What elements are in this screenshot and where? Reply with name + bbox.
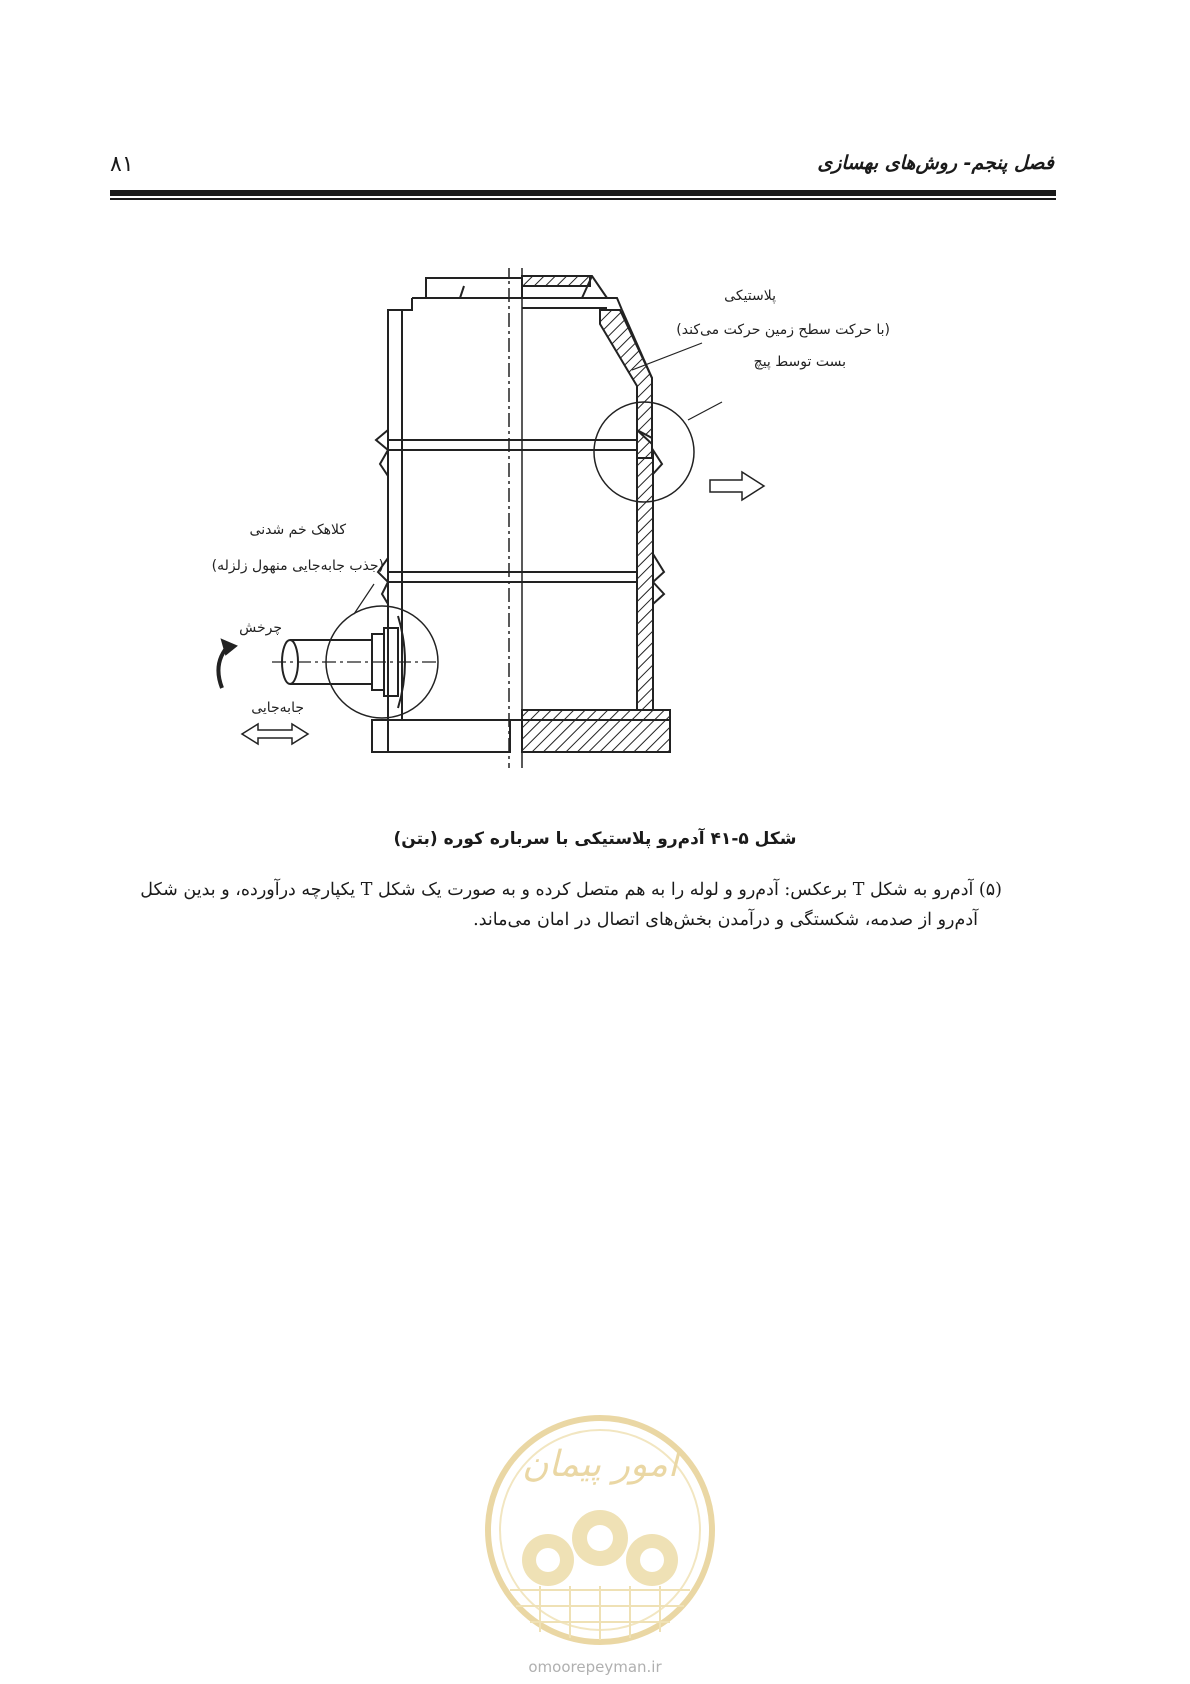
watermark-site: omoorepeyman.ir <box>528 1658 662 1676</box>
manhole-diagram <box>212 268 972 828</box>
header-rule-thick <box>110 190 1056 196</box>
page-number: ۸۱ <box>110 152 134 177</box>
label-absorb-displacement: (جذب جابه‌جایی منهول زلزله) <box>211 558 384 574</box>
watermark-logo <box>480 1410 720 1650</box>
chapter-title: فصل پنجم- روش‌های بهسازی <box>817 152 1054 174</box>
manhole-figure <box>212 268 972 828</box>
watermark-logo-text: امور پیمان <box>522 1444 678 1485</box>
header-rule-thin <box>110 198 1056 200</box>
body-paragraph-line1: (۵) آدم‌رو به شکل T برعکس: آدم‌رو و لوله را به هم متصل کرده و به صورت یک شکل T یکپارچه درآورده، و بدین شکل <box>140 880 1002 900</box>
label-bendable-cap: کلاهک خم شدنی <box>249 522 346 538</box>
label-ground-movement: (با حرکت سطح زمین حرکت می‌کند) <box>676 322 890 338</box>
label-displacement: جابه‌جایی <box>251 700 304 716</box>
body-paragraph-line2: آدم‌رو از صدمه، شکستگی و درآمدن بخش‌های اتصال در امان می‌ماند. <box>473 910 978 930</box>
label-plastic: پلاستیکی <box>724 288 776 304</box>
figure-caption: شکل ۵-۴۱ آدم‌رو پلاستیکی با سرباره کوره (بتن) <box>393 829 797 849</box>
label-rotation: چرخش <box>239 620 282 636</box>
label-screw-clamp: بست توسط پیچ <box>753 354 846 370</box>
